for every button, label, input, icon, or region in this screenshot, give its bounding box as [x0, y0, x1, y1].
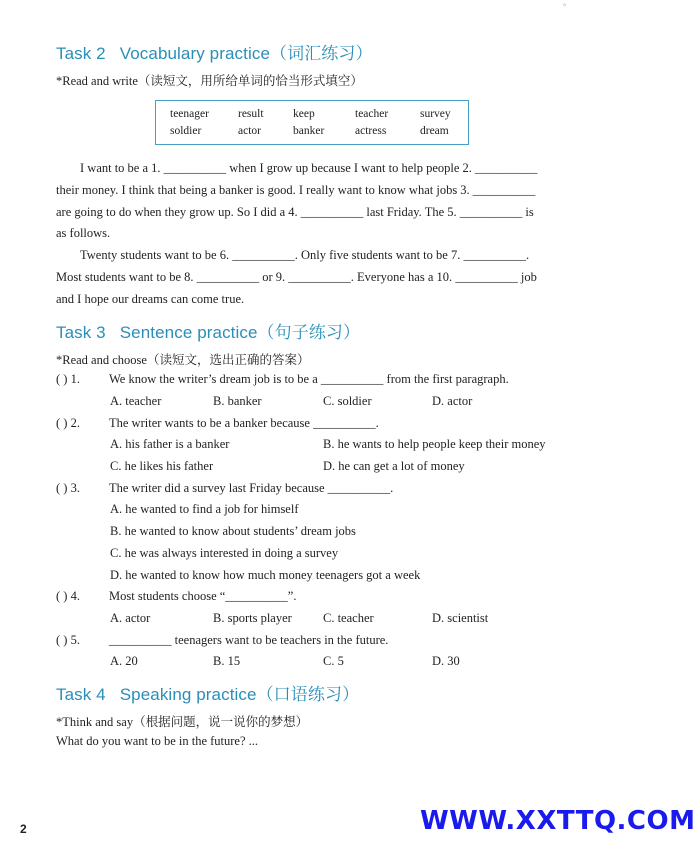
word-item: survey: [420, 108, 451, 120]
option-c: C. he was always interested in doing a survey: [110, 546, 339, 560]
task4-title: Speaking practice: [119, 685, 257, 704]
option-d: D. he wanted to know how much money teenagers got a week: [110, 568, 421, 582]
para1-line: as follows.: [56, 226, 111, 240]
task2-title-cn: （词汇练习）: [270, 44, 373, 63]
page-number: 2: [20, 822, 27, 836]
word-item: teacher: [355, 108, 389, 120]
option-b: B. he wanted to know about students’ dream jobs: [110, 524, 356, 538]
word-item: banker: [293, 125, 325, 137]
corner-mark: °: [563, 2, 567, 11]
option-d: D. actor: [432, 394, 473, 408]
option-a: A. 20: [110, 654, 138, 668]
question-2-text: The writer wants to be a banker because __________.: [109, 416, 379, 430]
word-item: keep: [293, 108, 315, 120]
question-2-number: ( ) 2.: [56, 416, 80, 430]
para1-line: I want to be a 1. __________ when I grow up because I want to help people 2. __________: [80, 161, 538, 175]
para2-line: Most students want to be 8. __________ or 9. __________. Everyone has a 10. __________ job: [56, 270, 537, 284]
question-3-text: The writer did a survey last Friday because __________.: [109, 481, 394, 495]
question-5-text: __________ teenagers want to be teachers in the future.: [109, 633, 389, 647]
option-a: A. teacher: [110, 394, 162, 408]
word-item: actress: [355, 125, 387, 137]
para2-line: and I hope our dreams can come true.: [56, 292, 245, 306]
task4-question: What do you want to be in the future? ...: [56, 734, 259, 748]
option-c: C. teacher: [323, 611, 374, 625]
task3-instruction: *Read and choose（读短文，选出正确的答案）: [56, 353, 310, 367]
task3-title: Sentence practice: [119, 323, 258, 342]
option-a: A. his father is a banker: [110, 437, 230, 451]
option-a: A. he wanted to find a job for himself: [110, 502, 299, 516]
question-1-number: ( ) 1.: [56, 372, 80, 386]
option-a: A. actor: [110, 611, 151, 625]
question-1-text: We know the writer’s dream job is to be a __________ from the first paragraph.: [109, 372, 509, 386]
task3-heading: [56, 318, 360, 343]
task2-title: Vocabulary practice: [119, 44, 270, 63]
task4-title-cn: （口语练习）: [256, 685, 360, 704]
task2-instruction: *Read and write（读短文，用所给单词的恰当形式填空）: [56, 74, 363, 88]
word-item: result: [238, 108, 264, 120]
question-3-number: ( ) 3.: [56, 481, 80, 495]
question-4-number: ( ) 4.: [56, 589, 80, 603]
task3-label: Task 3: [56, 323, 106, 342]
para1-line: their money. I think that being a banker is good. I really want to know what jobs 3. __________: [56, 183, 536, 197]
option-d: D. he can get a lot of money: [323, 459, 465, 473]
option-b: B. 15: [213, 654, 241, 668]
word-box: [155, 100, 469, 145]
task4-instruction: *Think and say（根据问题，说一说你的梦想）: [56, 715, 309, 729]
question-4-text: Most students choose “__________”.: [109, 589, 297, 603]
para1-line: are going to do when they grow up. So I did a 4. __________ last Friday. The 5. __________ is: [56, 205, 534, 219]
option-c: C. 5: [323, 654, 344, 668]
task4-heading: [56, 680, 359, 705]
task3-title-cn: （句子练习）: [257, 323, 361, 342]
option-b: B. banker: [213, 394, 262, 408]
option-b: B. sports player: [213, 611, 292, 625]
word-item: dream: [420, 125, 449, 137]
option-b: B. he wants to help people keep their money: [323, 437, 546, 451]
option-c: C. soldier: [323, 394, 372, 408]
option-d: D. 30: [432, 654, 460, 668]
word-item: soldier: [170, 125, 202, 137]
para2-line: Twenty students want to be 6. __________. Only five students want to be 7. __________.: [80, 248, 530, 262]
task2-heading: [56, 39, 373, 64]
word-item: teenager: [170, 108, 209, 120]
task4-label: Task 4: [56, 685, 106, 704]
word-item: actor: [238, 125, 261, 137]
question-5-number: ( ) 5.: [56, 633, 80, 647]
task2-label: Task 2: [56, 44, 106, 63]
watermark: WWW.XXTTQ.COM: [420, 806, 696, 836]
option-c: C. he likes his father: [110, 459, 214, 473]
option-d: D. scientist: [432, 611, 489, 625]
